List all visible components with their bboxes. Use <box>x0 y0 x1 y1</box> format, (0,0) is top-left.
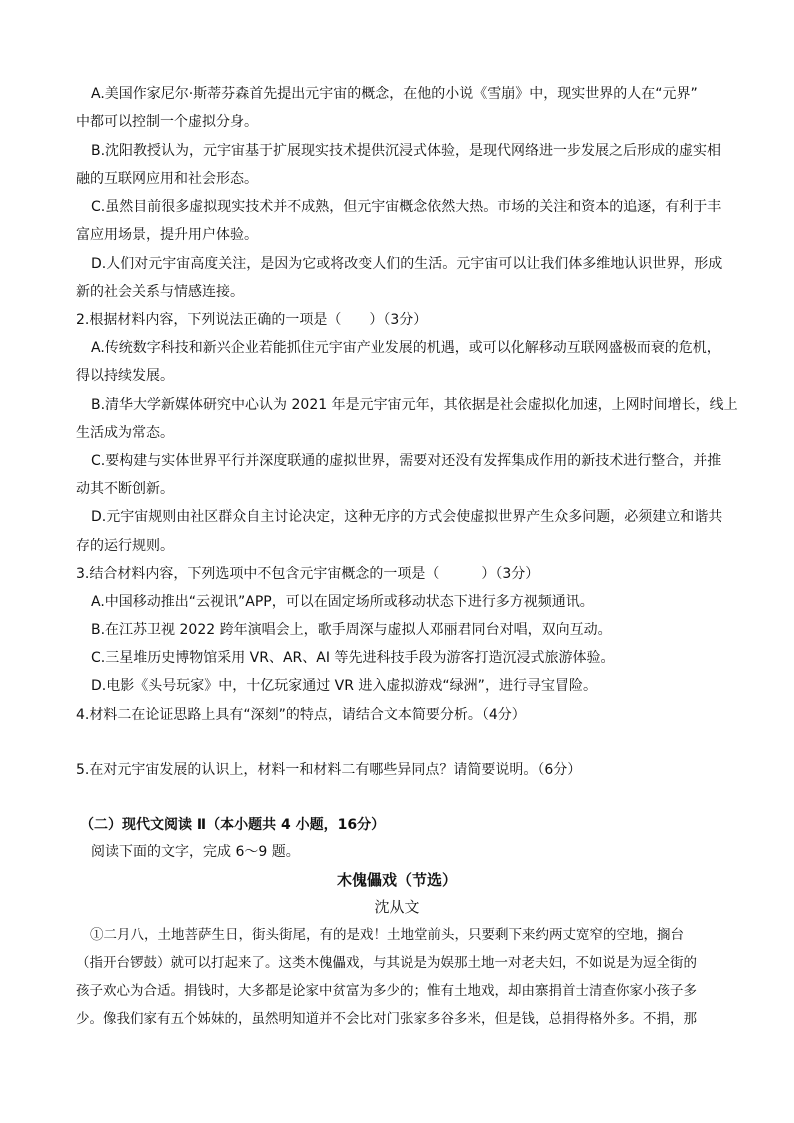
passage-line-2: （指开台锣鼓）就可以打起来了。这类木傀儡戏，与其说是为娱那土地一对老夫妇，不如说是为逗全街的 <box>76 955 697 971</box>
q3-option-b: B.在江苏卫视 2022 跨年演唱会上，歌手周深与虚拟人邓丽君同台对唱，双向互动。 <box>91 622 612 638</box>
q2-option-c-line-1: C.要构建与实体世界平行并深度联通的虚拟世界，需要对还没有发挥集成作用的新技术进行整合，并推 <box>91 453 722 469</box>
q3-option-c: C.三星堆历史博物馆采用 VR、AR、AI 等先进科技手段为游客打造沉浸式旅游体验。 <box>91 650 615 666</box>
option-a-line-1: A.美国作家尼尔·斯蒂芬森首先提出元宇宙的概念，在他的小说《雪崩》中，现实世界的人在“元界” <box>91 86 698 102</box>
question-5-stem: 5.在对元宇宙发展的认识上，材料一和材料二有哪些异同点？请简要说明。（6分） <box>76 762 582 778</box>
option-c-line-1: C.虽然目前很多虚拟现实技术并不成熟，但元宇宙概念依然大热。市场的关注和资本的追逐，有利于丰 <box>91 199 722 215</box>
q2-option-c-line-2: 动其不断创新。 <box>76 481 174 497</box>
question-4-stem: 4.材料二在论证思路上具有“深刻”的特点，请结合文本简要分析。（4分） <box>76 707 526 723</box>
q2-option-d-line-2: 存的运行规则。 <box>76 538 174 554</box>
option-a-line-2: 中都可以控制一个虚拟分身。 <box>76 114 258 130</box>
passage-title: 木傀儡戏（节选） <box>336 871 457 889</box>
passage-line-1: ①二月八，土地菩萨生日，街头街尾，有的是戏！土地堂前头，只要剩下来约两丈宽窄的空地，搁台 <box>90 927 684 943</box>
q2-option-d-line-1: D.元宇宙规则由社区群众自主讨论决定，这种无序的方式会使虚拟世界产生众多问题，必须建立和谐共 <box>91 509 723 525</box>
q3-option-d: D.电影《头号玩家》中，十亿玩家通过 VR 进入虚拟游戏“绿洲”，进行寻宝冒险。 <box>91 678 597 694</box>
option-b-line-1: B.沈阳教授认为，元宇宙基于扩展现实技术提供沉浸式体验，是现代网络进一步发展之后形成的虚实相 <box>91 143 722 159</box>
option-d-line-1: D.人们对元宇宙高度关注，是因为它或将改变人们的生活。元宇宙可以让我们体多维地认识世界，形成 <box>91 256 723 272</box>
option-d-line-2: 新的社会关系与情感连接。 <box>76 284 244 300</box>
q2-option-a-line-2: 得以持续发展。 <box>76 368 174 384</box>
q2-option-b-line-2: 生活成为常态。 <box>76 425 174 441</box>
q3-option-a: A.中国移动推出“云视讯”APP，可以在固定场所或移动状态下进行多方视频通讯。 <box>91 594 594 610</box>
passage-author: 沈从文 <box>374 898 420 916</box>
passage-line-4: 少。像我们家有五个姊妹的，虽然明知道并不会比对门张家多谷多米，但是钱，总捐得格外多。不捐，那 <box>76 1011 697 1027</box>
passage-line-3: 孩子欢心为合适。捐钱时，大多都是论家中贫富为多少的；惟有土地戏，却由寨捐首士清查你家小孩子多 <box>76 983 697 999</box>
q2-option-b-line-1: B.清华大学新媒体研究中心认为 2021 年是元宇宙元年，其依据是社会虚拟化加速，上网时间增长，线上 <box>91 397 738 413</box>
question-2-stem: 2.根据材料内容，下列说法正确的一项是（ ）（3分） <box>76 312 428 328</box>
q2-option-a-line-1: A.传统数字科技和新兴企业若能抓住元宇宙产业发展的机遇，或可以化解移动互联网盛极而衰的危机， <box>91 340 721 356</box>
question-3-stem: 3.结合材料内容，下列选项中不包含元宇宙概念的一项是（ ）（3分） <box>76 566 540 582</box>
option-c-line-2: 富应用场景，提升用户体验。 <box>76 227 258 243</box>
option-b-line-2: 融的互联网应用和社会形态。 <box>76 171 258 187</box>
section-heading: （二）现代文阅读 Ⅱ（本小题共 4 小题，16分） <box>80 817 386 833</box>
section-instruction: 阅读下面的文字，完成 6～9 题。 <box>91 844 300 860</box>
